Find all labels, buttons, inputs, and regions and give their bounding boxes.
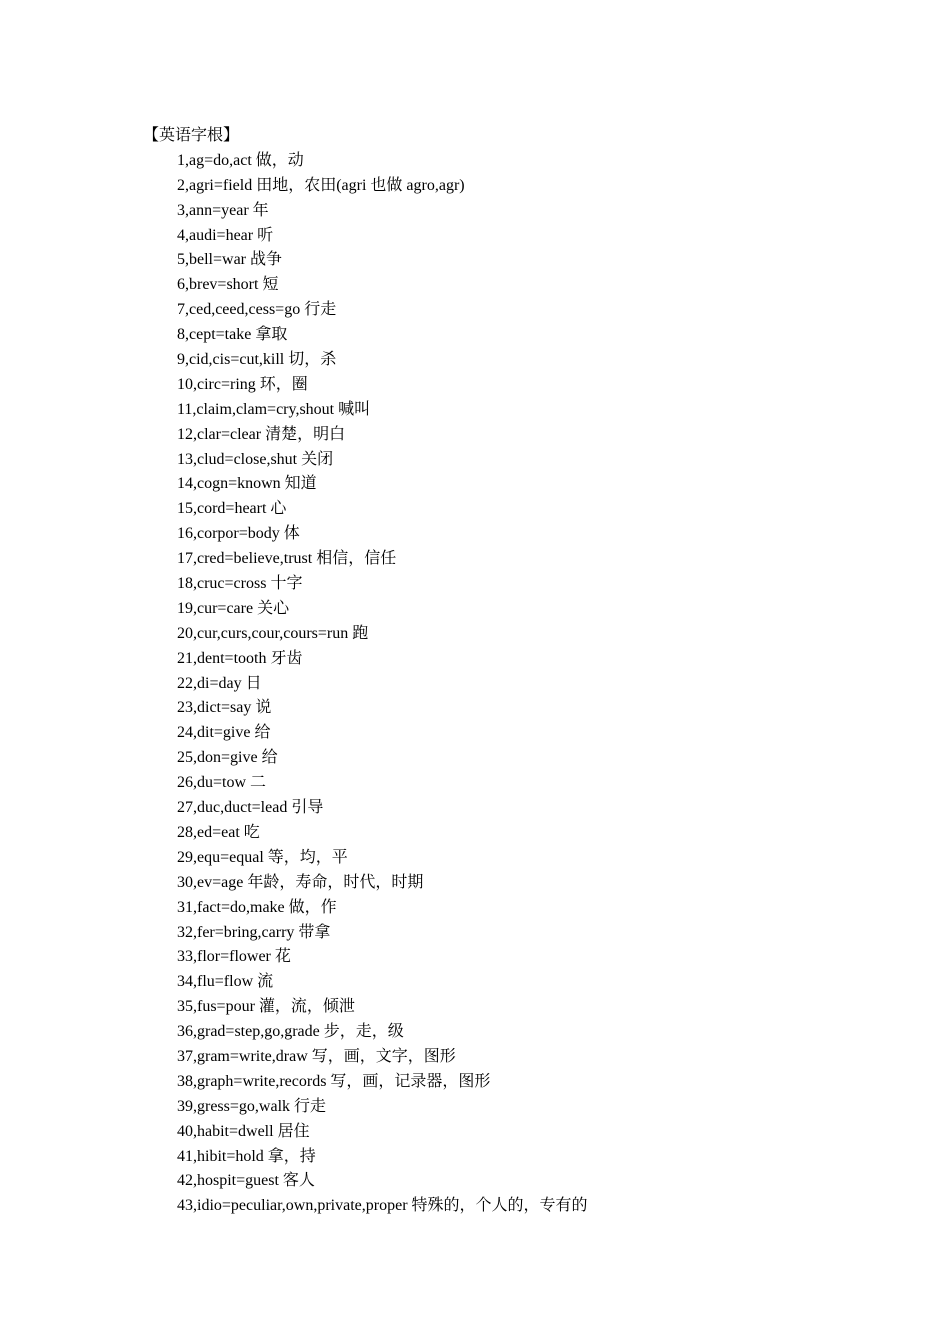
- root-word-entry: 5,bell=war 战争: [177, 251, 283, 269]
- root-word-entry: 21,dent=tooth 牙齿: [177, 649, 303, 667]
- root-word-entry: 12,clar=clear 清楚，明白: [177, 425, 346, 443]
- root-word-list: [177, 149, 588, 1219]
- root-word-entry: 38,graph=write,records 写，画，记录器，图形: [177, 1072, 491, 1090]
- document-title: 【英语字根】: [143, 127, 240, 144]
- root-word-entry: 34,flu=flow 流: [177, 973, 274, 991]
- root-word-entry: 37,gram=write,draw 写，画，文字，图形: [177, 1047, 456, 1065]
- root-word-entry: 20,cur,curs,cour,cours=run 跑: [177, 624, 369, 642]
- root-word-entry: 11,claim,clam=cry,shout 喊叫: [177, 400, 371, 418]
- root-word-entry: 1,ag=do,act 做，动: [177, 151, 304, 169]
- root-word-entry: 24,dit=give 给: [177, 724, 271, 742]
- root-word-entry: 28,ed=eat 吃: [177, 823, 260, 841]
- root-word-entry: 23,dict=say 说: [177, 699, 272, 717]
- root-word-entry: 32,fer=bring,carry 带拿: [177, 923, 331, 941]
- root-word-entry: 18,cruc=cross 十字: [177, 575, 303, 593]
- root-word-entry: 14,cogn=known 知道: [177, 475, 317, 493]
- root-word-entry: 25,don=give 给: [177, 749, 278, 767]
- root-word-entry: 27,duc,duct=lead 引导: [177, 799, 324, 817]
- root-word-entry: 22,di=day 日: [177, 674, 262, 692]
- root-word-entry: 30,ev=age 年龄，寿命，时代，时期: [177, 873, 424, 891]
- root-word-entry: 4,audi=hear 听: [177, 226, 274, 244]
- root-word-entry: 43,idio=peculiar,own,private,proper 特殊的，个人的，专有的: [177, 1197, 588, 1215]
- root-word-entry: 8,cept=take 拿取: [177, 326, 288, 344]
- root-word-entry: 17,cred=believe,trust 相信，信任: [177, 550, 397, 568]
- root-word-entry: 36,grad=step,go,grade 步，走，级: [177, 1023, 404, 1041]
- root-word-entry: 2,agri=field 田地，农田(agri 也做 agro,agr): [177, 176, 465, 194]
- root-word-entry: 19,cur=care 关心: [177, 599, 290, 617]
- root-word-entry: 41,hibit=hold 拿，持: [177, 1147, 316, 1165]
- root-word-entry: 13,clud=close,shut 关闭: [177, 450, 334, 468]
- root-word-entry: 35,fus=pour 灌，流，倾泄: [177, 998, 355, 1016]
- root-word-entry: 6,brev=short 短: [177, 276, 279, 294]
- root-word-entry: 26,du=tow 二: [177, 774, 267, 792]
- root-word-entry: 10,circ=ring 环，圈: [177, 375, 308, 393]
- root-word-entry: 7,ced,ceed,cess=go 行走: [177, 301, 337, 319]
- root-word-entry: 9,cid,cis=cut,kill 切，杀: [177, 351, 337, 369]
- root-word-entry: 3,ann=year 年: [177, 201, 269, 219]
- root-word-entry: 31,fact=do,make 做，作: [177, 898, 337, 916]
- root-word-entry: 40,habit=dwell 居住: [177, 1122, 310, 1140]
- root-word-entry: 33,flor=flower 花: [177, 948, 291, 966]
- root-word-entry: 29,equ=equal 等，均，平: [177, 848, 348, 866]
- root-word-entry: 16,corpor=body 体: [177, 525, 300, 543]
- root-word-entry: 42,hospit=guest 客人: [177, 1172, 315, 1190]
- root-word-entry: 15,cord=heart 心: [177, 500, 287, 518]
- root-word-entry: 39,gress=go,walk 行走: [177, 1097, 327, 1115]
